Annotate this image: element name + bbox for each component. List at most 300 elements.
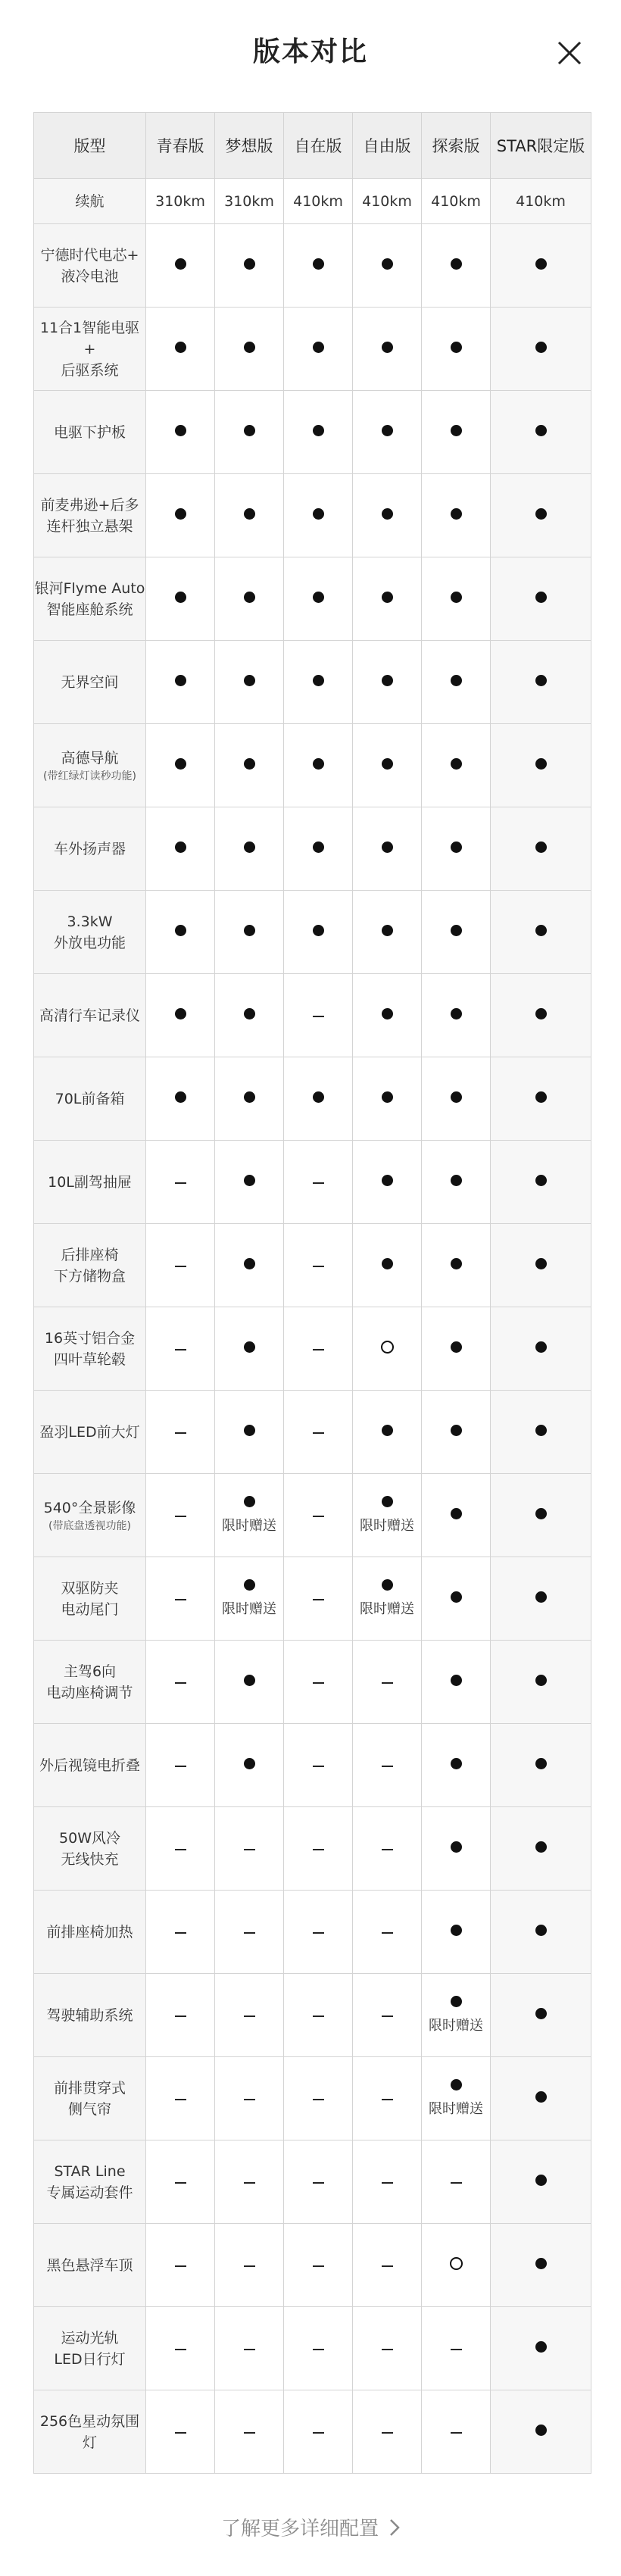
standard-dot-icon [382, 758, 393, 770]
feature-cell [353, 1474, 422, 1557]
feature-cell [422, 1391, 491, 1474]
feature-cell [215, 1724, 284, 1807]
feature-cell [146, 724, 215, 807]
feature-cell [422, 641, 491, 724]
feature-row [34, 1474, 591, 1557]
standard-dot-icon [451, 1675, 462, 1686]
feature-label-line: 3.3kW [67, 913, 113, 930]
standard-dot-icon [382, 1579, 393, 1591]
feature-cell [491, 891, 591, 974]
feature-cell [422, 308, 491, 391]
standard-dot-icon [535, 2425, 547, 2436]
feature-label [34, 1474, 146, 1557]
feature-label [34, 2224, 146, 2307]
not-available-dash-icon [244, 2349, 255, 2350]
feature-cell [491, 1557, 591, 1641]
feature-cell [353, 1391, 422, 1474]
feature-cell [353, 474, 422, 557]
standard-dot-icon [175, 925, 186, 936]
feature-label-line: 前排贯穿式 [53, 2079, 126, 2097]
feature-label [34, 641, 146, 724]
feature-cell [146, 1974, 215, 2057]
standard-dot-icon [313, 925, 324, 936]
feature-cell [422, 1057, 491, 1141]
feature-cell [215, 891, 284, 974]
standard-dot-icon [535, 1425, 547, 1436]
feature-label-line: 50W风冷 [59, 1829, 120, 1847]
feature-cell [146, 391, 215, 474]
feature-cell [353, 2390, 422, 2474]
range-value: 410km [422, 179, 491, 224]
standard-dot-icon [535, 758, 547, 770]
standard-dot-icon [535, 508, 547, 520]
close-button[interactable] [553, 36, 586, 70]
feature-cell [215, 1057, 284, 1141]
feature-cell [284, 891, 353, 974]
feature-cell [491, 1974, 591, 2057]
not-available-dash-icon [244, 2099, 255, 2100]
standard-dot-icon [535, 1841, 547, 1853]
standard-dot-icon [535, 1925, 547, 1936]
feature-cell [146, 1057, 215, 1141]
feature-cell [491, 1307, 591, 1391]
feature-cell [215, 1807, 284, 1891]
feature-cell [146, 1391, 215, 1474]
feature-label-line: 四叶草轮毂 [53, 1350, 126, 1368]
feature-cell [215, 1891, 284, 1974]
feature-row [34, 1891, 591, 1974]
feature-cell [215, 391, 284, 474]
feature-cell [353, 974, 422, 1057]
feature-cell [491, 2057, 591, 2140]
standard-dot-icon [382, 1175, 393, 1186]
feature-label [34, 474, 146, 557]
feature-cell [422, 1557, 491, 1641]
feature-cell [284, 1974, 353, 2057]
feature-label-line: 盈羽LED前大灯 [39, 1423, 140, 1441]
standard-dot-icon [535, 1508, 547, 1519]
feature-cell [491, 1641, 591, 1724]
feature-cell [491, 2140, 591, 2224]
standard-dot-icon [382, 675, 393, 686]
feature-cell [215, 1307, 284, 1391]
not-available-dash-icon [175, 2182, 186, 2184]
feature-cell [284, 224, 353, 308]
standard-dot-icon [535, 841, 547, 853]
feature-cell [491, 1391, 591, 1474]
feature-row [34, 391, 591, 474]
feature-sublabel: (带红绿灯读秒功能) [43, 770, 136, 782]
limited-offer-note: 限时赠送 [360, 1518, 414, 1534]
not-available-dash-icon [175, 2265, 186, 2267]
feature-label [34, 1724, 146, 1807]
feature-cell [491, 1724, 591, 1807]
not-available-dash-icon [244, 2182, 255, 2184]
feature-cell [215, 807, 284, 891]
not-available-dash-icon [313, 1766, 324, 1767]
feature-cell [146, 308, 215, 391]
feature-cell [146, 557, 215, 641]
feature-row [34, 1391, 591, 1474]
feature-row [34, 1974, 591, 2057]
standard-dot-icon [244, 925, 255, 936]
standard-dot-icon [313, 841, 324, 853]
more-config-link[interactable] [0, 2513, 621, 2541]
feature-row [34, 641, 591, 724]
standard-dot-icon [313, 758, 324, 770]
feature-cell [284, 1641, 353, 1724]
feature-cell [284, 2307, 353, 2390]
feature-cell [422, 2057, 491, 2140]
feature-cell [353, 1224, 422, 1307]
feature-cell [353, 1307, 422, 1391]
standard-dot-icon [535, 2341, 547, 2353]
feature-cell [422, 2140, 491, 2224]
not-available-dash-icon [382, 2265, 393, 2267]
standard-dot-icon [382, 425, 393, 436]
feature-cell [215, 1391, 284, 1474]
feature-label-line: 银河Flyme Auto [34, 579, 145, 597]
feature-cell [215, 1557, 284, 1641]
feature-cell [491, 1057, 591, 1141]
feature-label [34, 308, 146, 391]
standard-dot-icon [451, 1091, 462, 1103]
standard-dot-icon [244, 1758, 255, 1769]
feature-cell [146, 2140, 215, 2224]
standard-dot-icon [535, 2008, 547, 2019]
feature-label [34, 2057, 146, 2140]
feature-cell [422, 1641, 491, 1724]
feature-cell [284, 807, 353, 891]
standard-dot-icon [175, 1091, 186, 1103]
not-available-dash-icon [313, 1682, 324, 1684]
standard-dot-icon [244, 841, 255, 853]
feature-label [34, 224, 146, 308]
standard-dot-icon [175, 342, 186, 353]
feature-row [34, 1057, 591, 1141]
not-available-dash-icon [382, 2432, 393, 2434]
feature-cell [146, 2224, 215, 2307]
feature-label-line: 电驱下护板 [53, 423, 126, 441]
feature-label [34, 2307, 146, 2390]
standard-dot-icon [535, 1258, 547, 1269]
standard-dot-icon [535, 1008, 547, 1019]
standard-dot-icon [451, 758, 462, 770]
feature-cell [422, 1891, 491, 1974]
standard-dot-icon [382, 592, 393, 603]
feature-label-line: 16英寸铝合金 [44, 1329, 136, 1347]
feature-row [34, 974, 591, 1057]
not-available-dash-icon [382, 1682, 393, 1684]
feature-cell [422, 224, 491, 308]
standard-dot-icon [451, 1341, 462, 1353]
feature-cell [146, 807, 215, 891]
feature-cell [215, 1974, 284, 2057]
feature-cell [146, 474, 215, 557]
feature-cell [284, 557, 353, 641]
standard-dot-icon [451, 1008, 462, 1019]
feature-row [34, 1641, 591, 1724]
standard-dot-icon [244, 758, 255, 770]
standard-dot-icon [451, 1425, 462, 1436]
standard-dot-icon [382, 841, 393, 853]
standard-dot-icon [175, 1008, 186, 1019]
not-available-dash-icon [175, 2016, 186, 2017]
header-row [34, 113, 591, 179]
feature-cell [353, 1641, 422, 1724]
version-header: 自由版 [353, 113, 422, 179]
feature-label-line: 电动尾门 [61, 1600, 119, 1618]
feature-cell [491, 807, 591, 891]
feature-cell [215, 1474, 284, 1557]
feature-label-line: 无界空间 [61, 673, 119, 691]
feature-label [34, 1307, 146, 1391]
feature-label [34, 891, 146, 974]
standard-dot-icon [244, 1341, 255, 1353]
feature-cell [284, 1474, 353, 1557]
standard-dot-icon [535, 425, 547, 436]
feature-cell [215, 2307, 284, 2390]
not-available-dash-icon [382, 2182, 393, 2184]
feature-label [34, 1141, 146, 1224]
version-header: 探索版 [422, 113, 491, 179]
feature-row [34, 1141, 591, 1224]
feature-cell [146, 1891, 215, 1974]
not-available-dash-icon [313, 1266, 324, 1267]
feature-cell [215, 2224, 284, 2307]
feature-cell [146, 1224, 215, 1307]
feature-cell [491, 224, 591, 308]
feature-label-line: 智能座舱系统 [46, 601, 133, 618]
standard-dot-icon [451, 592, 462, 603]
standard-dot-icon [244, 425, 255, 436]
standard-dot-icon [313, 425, 324, 436]
feature-cell [422, 2307, 491, 2390]
not-available-dash-icon [313, 2432, 324, 2434]
standard-dot-icon [313, 258, 324, 270]
feature-cell [353, 1141, 422, 1224]
not-available-dash-icon [244, 1932, 255, 1934]
feature-cell [491, 2224, 591, 2307]
feature-label-line: 侧气帘 [67, 2100, 111, 2118]
standard-dot-icon [451, 508, 462, 520]
feature-cell [215, 641, 284, 724]
not-available-dash-icon [244, 2016, 255, 2017]
feature-row [34, 2057, 591, 2140]
feature-row [34, 474, 591, 557]
feature-cell [215, 2140, 284, 2224]
feature-label-line: LED日行灯 [54, 2350, 126, 2368]
feature-label-line: 70L前备箱 [55, 1090, 125, 1107]
feature-cell [215, 557, 284, 641]
not-available-dash-icon [175, 1849, 186, 1850]
feature-cell [284, 1057, 353, 1141]
feature-label [34, 807, 146, 891]
feature-cell [422, 391, 491, 474]
not-available-dash-icon [313, 1932, 324, 1934]
feature-row [34, 2390, 591, 2474]
standard-dot-icon [535, 1091, 547, 1103]
feature-label [34, 2140, 146, 2224]
not-available-dash-icon [175, 1932, 186, 1934]
standard-dot-icon [313, 675, 324, 686]
feature-label-line: 后排座椅 [61, 1246, 119, 1263]
standard-dot-icon [535, 1175, 547, 1186]
feature-cell [146, 2057, 215, 2140]
feature-cell [491, 308, 591, 391]
feature-row [34, 724, 591, 807]
feature-cell [215, 724, 284, 807]
feature-label-line: 宁德时代电芯+ [40, 246, 139, 264]
feature-cell [491, 391, 591, 474]
feature-label-line: 256色星动氛围灯 [39, 2412, 140, 2451]
feature-label-line: 液冷电池 [61, 267, 119, 285]
range-value: 410km [491, 179, 591, 224]
not-available-dash-icon [175, 1682, 186, 1684]
not-available-dash-icon [313, 2265, 324, 2267]
feature-row [34, 2140, 591, 2224]
standard-dot-icon [382, 925, 393, 936]
not-available-dash-icon [313, 1016, 324, 1017]
close-icon [553, 36, 586, 70]
feature-label-line: 运动光轨 [61, 2329, 119, 2347]
feature-cell [422, 1807, 491, 1891]
feature-cell [284, 1724, 353, 1807]
standard-dot-icon [451, 342, 462, 353]
feature-label-line: 前麦弗逊+后多 [40, 496, 139, 514]
feature-label-line: 主驾6向 [63, 1663, 117, 1680]
standard-dot-icon [535, 2175, 547, 2186]
not-available-dash-icon [313, 2182, 324, 2184]
not-available-dash-icon [451, 2432, 462, 2434]
feature-label-line: 车外扬声器 [53, 840, 126, 857]
feature-label [34, 1057, 146, 1141]
not-available-dash-icon [313, 1182, 324, 1184]
feature-cell [146, 1141, 215, 1224]
version-header: 梦想版 [215, 113, 284, 179]
not-available-dash-icon [313, 2349, 324, 2350]
feature-cell [284, 1557, 353, 1641]
feature-cell [215, 224, 284, 308]
limited-offer-note: 限时赠送 [429, 2018, 483, 2034]
standard-dot-icon [175, 592, 186, 603]
feature-sublabel: (带底盘透视功能) [48, 1519, 131, 1532]
feature-cell [353, 2307, 422, 2390]
feature-cell [284, 1307, 353, 1391]
standard-dot-icon [175, 758, 186, 770]
version-header: STAR限定版 [491, 113, 591, 179]
feature-cell [353, 807, 422, 891]
feature-cell [146, 1557, 215, 1641]
comparison-table [33, 112, 591, 2474]
standard-dot-icon [175, 841, 186, 853]
not-available-dash-icon [175, 2349, 186, 2350]
standard-dot-icon [535, 925, 547, 936]
feature-row [34, 1224, 591, 1307]
feature-cell [215, 1224, 284, 1307]
feature-cell [353, 1974, 422, 2057]
feature-cell [491, 724, 591, 807]
feature-cell [491, 1891, 591, 1974]
feature-label-line: 专属运动套件 [46, 2184, 133, 2201]
feature-label [34, 1224, 146, 1307]
standard-dot-icon [451, 1508, 462, 1519]
standard-dot-icon [451, 1925, 462, 1936]
page-title: 版本对比 [252, 36, 368, 67]
feature-label [34, 1974, 146, 2057]
feature-row [34, 2224, 591, 2307]
standard-dot-icon [175, 258, 186, 270]
range-row [34, 179, 591, 224]
feature-cell [353, 1057, 422, 1141]
feature-label-line: 无线快充 [61, 1850, 119, 1868]
standard-dot-icon [535, 675, 547, 686]
feature-label-line: 连杆独立悬架 [46, 517, 133, 535]
not-available-dash-icon [313, 1349, 324, 1350]
not-available-dash-icon [382, 2016, 393, 2017]
not-available-dash-icon [313, 2016, 324, 2017]
not-available-dash-icon [313, 1599, 324, 1600]
feature-cell [491, 1807, 591, 1891]
feature-cell [284, 1891, 353, 1974]
feature-row [34, 557, 591, 641]
feature-label-line: 540°全景影像 [43, 1499, 136, 1516]
not-available-dash-icon [175, 1766, 186, 1767]
feature-label [34, 1391, 146, 1474]
feature-row [34, 1557, 591, 1641]
not-available-dash-icon [382, 2099, 393, 2100]
feature-cell [491, 2390, 591, 2474]
feature-label [34, 724, 146, 807]
not-available-dash-icon [382, 1766, 393, 1767]
feature-label-line: 下方储物盒 [53, 1267, 126, 1285]
not-available-dash-icon [313, 1432, 324, 1434]
not-available-dash-icon [313, 1516, 324, 1517]
feature-cell [215, 474, 284, 557]
feature-cell [491, 1224, 591, 1307]
feature-cell [215, 1141, 284, 1224]
feature-cell [353, 2224, 422, 2307]
range-value: 310km [146, 179, 215, 224]
feature-label-line: 10L副驾抽屉 [48, 1173, 132, 1191]
standard-dot-icon [382, 1008, 393, 1019]
feature-cell [353, 391, 422, 474]
feature-cell [146, 1641, 215, 1724]
not-available-dash-icon [175, 2099, 186, 2100]
standard-dot-icon [535, 1675, 547, 1686]
feature-cell [491, 1141, 591, 1224]
feature-cell [284, 1807, 353, 1891]
standard-dot-icon [451, 1758, 462, 1769]
feature-cell [491, 474, 591, 557]
not-available-dash-icon [244, 2432, 255, 2434]
feature-cell [353, 1724, 422, 1807]
header [0, 0, 621, 106]
feature-cell [422, 1974, 491, 2057]
feature-cell [215, 2390, 284, 2474]
standard-dot-icon [451, 675, 462, 686]
limited-offer-note: 限时赠送 [429, 2101, 483, 2117]
feature-cell [284, 1224, 353, 1307]
not-available-dash-icon [313, 2099, 324, 2100]
standard-dot-icon [382, 508, 393, 520]
feature-label-line: 黑色悬浮车顶 [46, 2256, 133, 2274]
standard-dot-icon [535, 592, 547, 603]
feature-label-line: 外后视镜电折叠 [39, 1756, 140, 1774]
feature-row [34, 1724, 591, 1807]
feature-label [34, 1807, 146, 1891]
not-available-dash-icon [175, 1266, 186, 1267]
